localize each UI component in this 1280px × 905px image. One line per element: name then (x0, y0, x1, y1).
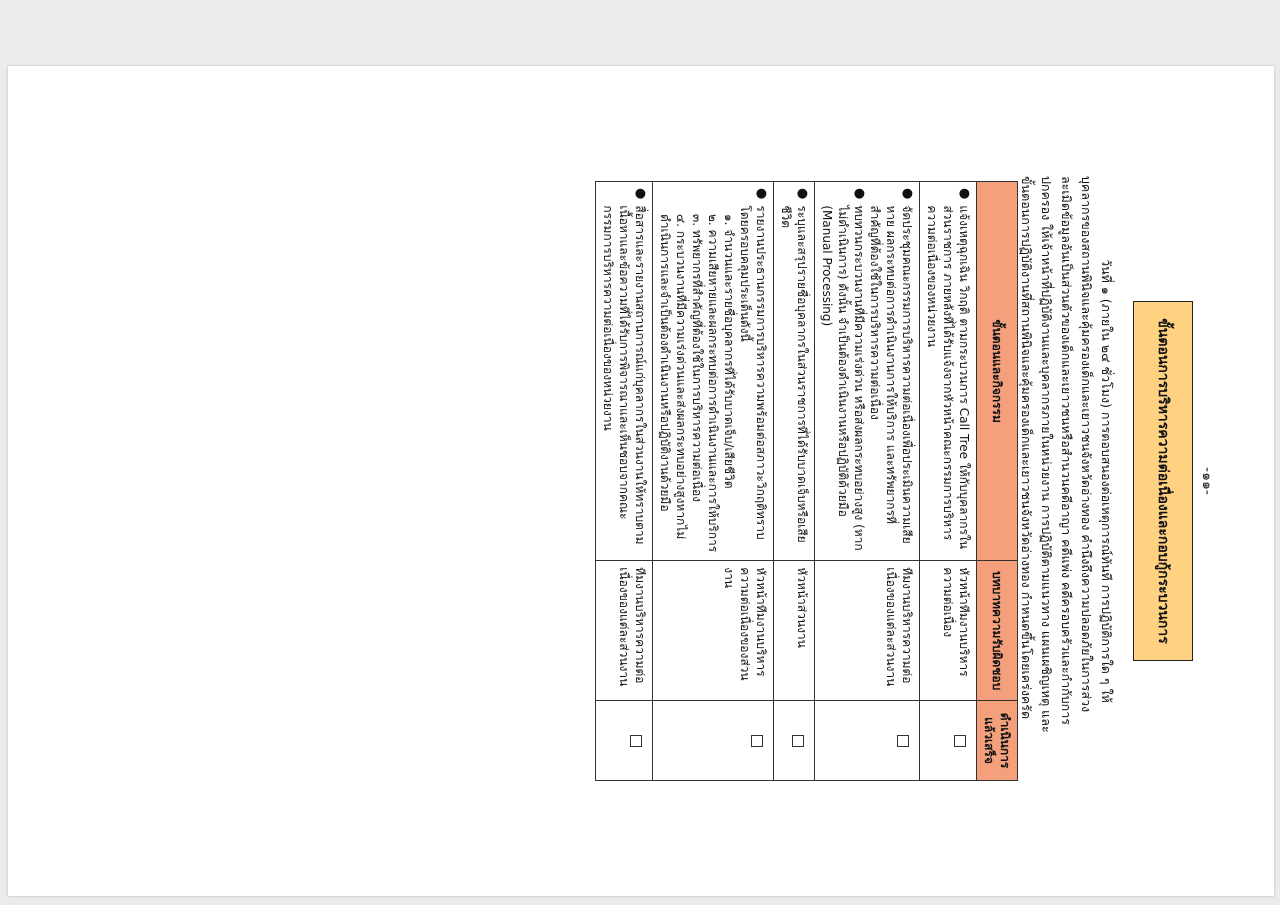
sub-item: ๓. ทรัพยากรที่สำคัญที่ต้องใช้ในการบริหารความต่อเนื่อง (690, 214, 704, 503)
checkbox-icon[interactable] (792, 735, 804, 747)
table-row (920, 182, 977, 781)
done-cell (815, 701, 920, 781)
checkbox-icon[interactable] (897, 735, 909, 747)
done-cell (653, 701, 774, 781)
intro-line: บุคลากรของสถานพินิจและคุ้มครองเด็กและเยาวชนจังหวัดอ่างทอง คำนึงถึงความปลอดภัยในการส่วง (1079, 176, 1094, 713)
sub-item: ๑. จำนวนและรายชื่อบุคลากรที่ได้รับบาดเจ็บ/เสียชีวิต (722, 214, 736, 489)
step-cell (920, 182, 977, 561)
role-cell: หัวหน้าทีมงานบริหารความต่อเนื่อง (920, 561, 977, 701)
checkbox-icon[interactable] (954, 735, 966, 747)
bullet-icon: ● (795, 188, 810, 200)
header-done: ดำเนินการแล้วเสร็จ (977, 701, 1018, 781)
step-text: รายงานประธานกรรมการบริหารความพร้อมต่อสภาวะวิกฤติทราบ โดยครอบคลุมประเด็นดังนี้ (738, 205, 768, 540)
role-cell: หัวหน้าทีมงานบริหารความต่อเนื่องของส่วนงาน (653, 561, 774, 701)
done-cell (596, 701, 653, 781)
table-row (815, 182, 920, 781)
table-row (596, 182, 653, 781)
step-text: แจ้งเหตุฉุกเฉิน วิกฤติ ตามกระบวนการ Call Tree ให้กับบุคลากรในส่วนราชการ ภายหลังที่ได้รับแจ้งจากหัวหน้าคณะกรรมการบริหารความต่อเนื่องของหน่วยงาน (925, 205, 971, 549)
bullet-icon: ● (852, 188, 867, 200)
checkbox-icon[interactable] (630, 735, 642, 747)
role-cell: ทีมงานบริหารความต่อเนื่องของแต่ละส่วนงาน (596, 561, 653, 701)
intro-line: ขั้นตอนการปฏิบัติงานที่สถานพินิจและคุ้มครองเด็กและเยาวชนจังหวัดอ่างทอง กำหนดขึ้นโดยเคร่งครัด (1019, 176, 1034, 720)
table-header-row (977, 182, 1018, 781)
bullet-icon: ● (957, 188, 972, 200)
rotated-page (58, 96, 1238, 866)
role-cell: ทีมงานบริหารความต่อเนื่องของแต่ละส่วนงาน (815, 561, 920, 701)
header-role: บทบาทความรับผิดชอบ (977, 561, 1018, 701)
step-text: จัดประชุมคณะกรรมการบริหารความต่อเนื่องเพื่อประเมินความเสียหาย ผลกระทบต่อการดำเนินงานการให้บริการ และทรัพยากรที่สำคัญที่ต้องใช้ในการบริหารความต่อเนื่อง (868, 205, 914, 544)
page-number: -๑๑- (1199, 467, 1215, 495)
intro-line: ละเมิดข้อมูลอันเป็นส่วนตัวของเด็กและเยาวชนหรือสำนวนคดีอาญา คดีแพ่ง คดีครอบครัวและกำกับการ (1059, 176, 1074, 725)
bullet-icon: ● (633, 188, 648, 200)
step-text: สื่อสารและรายงานสถานการณ์แก่บุคลากรในส่วนงานให้ทราบตามเนื้อหาและข้อความที่ได้รับการพิจารณาและเห็นชอบจากคณะกรรมการบริหารความต่อเนื่องของหน่วยงาน (601, 205, 647, 545)
table-row (653, 182, 774, 781)
done-cell (774, 701, 815, 781)
role-cell: หัวหน้าส่วนงาน (774, 561, 815, 701)
step-cell (596, 182, 653, 561)
document-sheet (8, 66, 1274, 896)
step-text: ทบทวนกระบวนงานที่มีความเร่งด่วน หรือส่งผลกระทบอย่างสูง (หากไม่ดำเนินการ) ดังนั้น จำเป็นต้องดำเนินงานหรือปฏิบัติด้วยมือ (Manual Processing) (820, 205, 866, 551)
bullet-icon: ● (900, 188, 915, 200)
sub-item: ๒. ความเสียหายและผลกระทบต่อการดำเนินงานและการให้บริการ (706, 214, 720, 553)
steps-table (595, 181, 1018, 781)
header-steps: ขั้นตอนและกิจกรรม (977, 182, 1018, 561)
step-cell (815, 182, 920, 561)
sub-item: ๔. กระบวนงานที่มีความเร่งด่วนและส่งผลกระทบอย่างสูงหากไม่ดำเนินการและจำเป็นต้องดำเนินงานหรือปฏิบัติงานด้วยมือ (658, 214, 688, 540)
intro-line: วันที่ ๑ (ภายใน ๒๔ ชั่วโมง) การตอบสนองต่อเหตุการณ์ทันที การปฏิบัติการใด ๆ ให้ (1099, 259, 1114, 703)
checkbox-icon[interactable] (751, 735, 763, 747)
intro-line: ปกครอง ให้เจ้าหน้าที่ปฏิบัติงานและบุคลากรภายในหน่วยงาน การปฏิบัติตามแนวทาง แผนเผชิญเหตุ และ (1039, 176, 1054, 733)
step-text: ระบุและสรุปรายชื่อบุคลากรในส่วนราชการที่ได้รับบาดเจ็บหรือเสียชีวิต (779, 205, 809, 543)
step-cell (653, 182, 774, 561)
step-cell (774, 182, 815, 561)
bullet-icon: ● (754, 188, 769, 200)
intro-paragraph (1016, 176, 1116, 786)
document-title: ขั้นตอนการบริหารความต่อเนื่องและกอบกู้กระบวนการ (1133, 301, 1193, 661)
done-cell (920, 701, 977, 781)
table-row (774, 182, 815, 781)
